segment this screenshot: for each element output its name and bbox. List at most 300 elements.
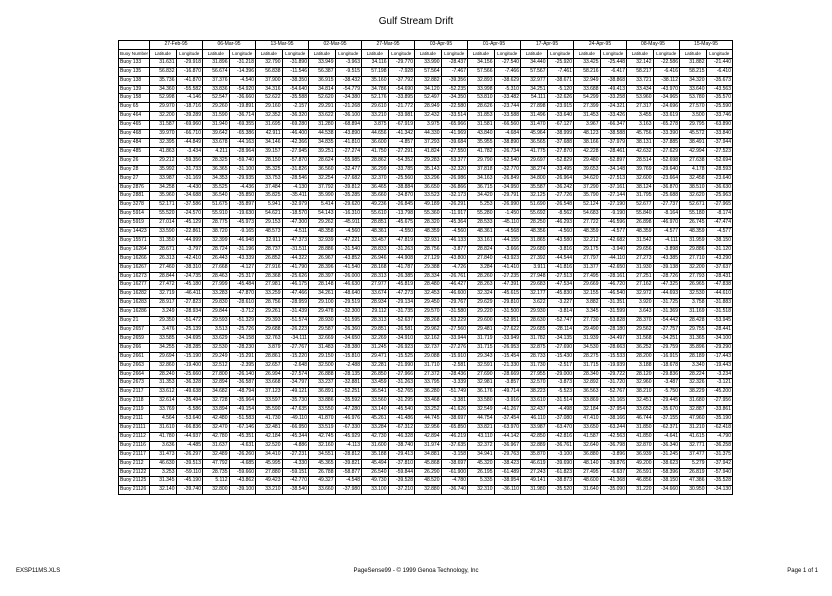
latitude-cell: 35.325 xyxy=(256,165,283,174)
longitude-cell: -66.950 xyxy=(282,423,309,432)
latitude-cell: 36.176 xyxy=(468,388,495,397)
latitude-cell: 34.551 xyxy=(309,450,336,459)
longitude-cell: -47.373 xyxy=(282,236,309,245)
longitude-cell: -42.682 xyxy=(600,236,627,245)
longitude-cell: -8.562 xyxy=(547,210,574,219)
latitude-cell: 33.612 xyxy=(150,388,177,397)
longitude-cell: -35.897 xyxy=(229,201,256,210)
latitude-cell: 31.710 xyxy=(415,361,442,370)
longitude-cell: -43.290 xyxy=(706,254,733,263)
latitude-cell: 33.425 xyxy=(574,58,601,67)
latitude-cell: 36.565 xyxy=(521,138,548,147)
longitude-cell: -31.540 xyxy=(335,245,362,254)
longitude-cell: -3.158 xyxy=(441,450,468,459)
latitude-header: Latitude xyxy=(415,49,442,58)
latitude-cell: 28.370 xyxy=(627,317,654,326)
longitude-cell: -9.515 xyxy=(335,67,362,76)
latitude-cell: 34.360 xyxy=(150,85,177,94)
longitude-cell: -55.582 xyxy=(176,85,203,94)
longitude-cell: -34.497 xyxy=(600,334,627,343)
longitude-cell: -39.356 xyxy=(441,76,468,85)
longitude-cell: -39.289 xyxy=(176,112,203,121)
latitude-cell: 47.792 xyxy=(203,459,230,468)
latitude-cell: 48.359 xyxy=(627,228,654,237)
table-row xyxy=(119,361,733,370)
longitude-cell: -3.234 xyxy=(706,370,733,379)
longitude-cell: -3.487 xyxy=(653,379,680,388)
latitude-cell: 32.870 xyxy=(627,441,654,450)
latitude-cell: 58.215 xyxy=(680,67,707,76)
longitude-cell: -21.330 xyxy=(494,361,521,370)
latitude-cell: 28.930 xyxy=(309,317,336,326)
longitude-cell: -44.110 xyxy=(600,254,627,263)
longitude-cell: -38.697 xyxy=(441,415,468,424)
latitude-cell: 32.500 xyxy=(309,361,336,370)
latitude-cell: 28.168 xyxy=(362,263,389,272)
longitude-cell: -29.836 xyxy=(653,370,680,379)
latitude-cell: 33.597 xyxy=(256,397,283,406)
latitude-cell: 32.981 xyxy=(468,379,495,388)
latitude-cell: 55.180 xyxy=(680,210,707,219)
longitude-cell: -36.870 xyxy=(653,183,680,192)
latitude-cell: 48.358 xyxy=(309,228,336,237)
longitude-cell: -38.868 xyxy=(600,76,627,85)
latitude-cell: 28.949 xyxy=(415,103,442,112)
latitude-cell: 52.124 xyxy=(574,201,601,210)
latitude-cell: 32.889 xyxy=(521,441,548,450)
longitude-cell: -27.560 xyxy=(441,326,468,335)
longitude-cell: -23.640 xyxy=(706,174,733,183)
longitude-cell: -28.461 xyxy=(600,147,627,156)
longitude-cell: -17.443 xyxy=(706,352,733,361)
latitude-cell: 27.273 xyxy=(627,254,654,263)
longitude-cell: -7.461 xyxy=(547,67,574,76)
longitude-cell: -27.966 xyxy=(388,370,415,379)
latitude-cell: 3.500 xyxy=(680,112,707,121)
longitude-cell: -7.467 xyxy=(441,67,468,76)
latitude-cell: 29.795 xyxy=(680,121,707,130)
longitude-cell: -46.976 xyxy=(335,415,362,424)
longitude-cell: -18.678 xyxy=(653,361,680,370)
longitude-cell: -34.695 xyxy=(176,334,203,343)
buoy-label: Buoy 21122 xyxy=(119,468,150,477)
longitude-cell: -25.560 xyxy=(388,174,415,183)
latitude-cell: 32.395 xyxy=(150,138,177,147)
longitude-cell: -45.484 xyxy=(229,281,256,290)
longitude-cell: -37.885 xyxy=(653,138,680,147)
longitude-cell: -15.533 xyxy=(600,352,627,361)
longitude-cell: -1.450 xyxy=(494,210,521,219)
longitude-cell: -59.151 xyxy=(282,468,309,477)
longitude-cell: -45.929 xyxy=(335,432,362,441)
longitude-cell: -28.285 xyxy=(176,343,203,352)
longitude-cell: -29.791 xyxy=(494,192,521,201)
longitude-cell: -45.110 xyxy=(494,219,521,228)
table-row xyxy=(119,272,733,281)
longitude-cell: -32.173 xyxy=(441,192,468,201)
latitude-cell: 32.763 xyxy=(256,334,283,343)
longitude-cell: -27.737 xyxy=(653,201,680,210)
latitude-cell: 29.830 xyxy=(203,299,230,308)
longitude-cell: -31.580 xyxy=(441,308,468,317)
longitude-cell: -4.560 xyxy=(335,228,362,237)
latitude-cell: 31.782 xyxy=(521,334,548,343)
longitude-cell: -33.426 xyxy=(600,112,627,121)
longitude-header: Longitude xyxy=(547,49,574,58)
longitude-cell: -45.675 xyxy=(388,219,415,228)
longitude-cell: -66.836 xyxy=(176,423,203,432)
longitude-cell: -26.734 xyxy=(494,147,521,156)
latitude-cell: 35.955 xyxy=(468,138,495,147)
longitude-cell: -47.870 xyxy=(229,290,256,299)
latitude-cell: 29.886 xyxy=(680,245,707,254)
latitude-cell: 53.810 xyxy=(468,94,495,103)
latitude-cell: 32.640 xyxy=(574,441,601,450)
latitude-cell: 31.637 xyxy=(203,441,230,450)
latitude-cell: 45.320 xyxy=(468,459,495,468)
latitude-header: Latitude xyxy=(203,49,230,58)
date-header: 01-Apr-95 xyxy=(468,41,521,50)
latitude-cell: 29.697 xyxy=(521,156,548,165)
longitude-cell: -39.528 xyxy=(388,477,415,486)
latitude-cell: 32.326 xyxy=(680,379,707,388)
latitude-cell: 4.178 xyxy=(680,165,707,174)
latitude-cell: 28.851 xyxy=(362,219,389,228)
table-row xyxy=(119,245,733,254)
latitude-cell: 32.728 xyxy=(203,397,230,406)
latitude-cell: 46.619 xyxy=(521,459,548,468)
latitude-cell: 28.268 xyxy=(415,317,442,326)
longitude-cell: -26.548 xyxy=(547,201,574,210)
longitude-cell: -22.586 xyxy=(653,58,680,67)
longitude-cell: -39.100 xyxy=(229,486,256,495)
latitude-cell: 36.891 xyxy=(309,388,336,397)
buoy-label: Buoy 27 xyxy=(119,174,150,183)
longitude-cell: -38.671 xyxy=(547,76,574,85)
latitude-cell: 32.512 xyxy=(203,361,230,370)
latitude-cell: 33.252 xyxy=(415,406,442,415)
longitude-cell: -66.710 xyxy=(176,130,203,139)
table-row xyxy=(119,459,733,468)
longitude-header: Longitude xyxy=(335,49,362,58)
longitude-cell: -19.939 xyxy=(600,361,627,370)
latitude-cell: 28.150 xyxy=(256,156,283,165)
longitude-cell: -33.981 xyxy=(388,112,415,121)
longitude-cell: -49.413 xyxy=(600,85,627,94)
latitude-cell: 32.212 xyxy=(574,236,601,245)
longitude-cell: -24.570 xyxy=(176,210,203,219)
latitude-cell: 45.964 xyxy=(521,130,548,139)
latitude-cell: 5.941 xyxy=(256,201,283,210)
longitude-cell: -38.629 xyxy=(494,76,521,85)
table-row xyxy=(119,299,733,308)
latitude-cell: 27.793 xyxy=(680,272,707,281)
longitude-cell: -31.165 xyxy=(600,397,627,406)
latitude-cell: 49.423 xyxy=(256,477,283,486)
latitude-cell: 3.340 xyxy=(680,361,707,370)
longitude-cell: -52.698 xyxy=(653,156,680,165)
longitude-cell: -34.135 xyxy=(547,334,574,343)
longitude-cell: -45.819 xyxy=(388,281,415,290)
longitude-cell: -59.660 xyxy=(229,468,256,477)
latitude-cell: 32.931 xyxy=(415,236,442,245)
latitude-cell: 31.680 xyxy=(680,397,707,406)
latitude-cell: 33.998 xyxy=(468,85,495,94)
latitude-cell: 33.560 xyxy=(362,397,389,406)
longitude-cell: -27.513 xyxy=(600,174,627,183)
buoy-label: Buoy 21112 xyxy=(119,432,150,441)
latitude-cell: 37.792 xyxy=(309,183,336,192)
latitude-cell: 27.162 xyxy=(627,281,654,290)
table-row xyxy=(119,308,733,317)
latitude-cell: 27.392 xyxy=(521,254,548,263)
longitude-cell: -33.482 xyxy=(494,94,521,103)
latitude-cell: 29.570 xyxy=(415,308,442,317)
latitude-cell: 42.745 xyxy=(309,432,336,441)
buoy-label: Buoy 16277 xyxy=(119,281,150,290)
buoy-label: Buoy 21117 xyxy=(119,450,150,459)
longitude-cell: -38.697 xyxy=(441,459,468,468)
longitude-cell: -35.730 xyxy=(282,397,309,406)
longitude-cell: -53.945 xyxy=(706,317,733,326)
longitude-cell: -61.489 xyxy=(494,468,521,477)
latitude-cell: 33.721 xyxy=(627,76,654,85)
longitude-cell: -31.218 xyxy=(229,58,256,67)
longitude-cell: -3.381 xyxy=(441,397,468,406)
longitude-cell: -35.570 xyxy=(706,94,733,103)
buoy-label: Buoy 2661 xyxy=(119,352,150,361)
longitude-cell: -28.161 xyxy=(600,272,627,281)
latitude-cell: 5.253 xyxy=(468,201,495,210)
longitude-cell: -27.682 xyxy=(335,174,362,183)
table-row xyxy=(119,138,733,147)
latitude-cell: 32.737 xyxy=(415,343,442,352)
table-row xyxy=(119,317,733,326)
longitude-cell: -27.274 xyxy=(335,147,362,156)
buoy-label: Buoy 21 xyxy=(119,317,150,326)
longitude-cell: -31.263 xyxy=(388,379,415,388)
latitude-cell: 35.990 xyxy=(309,192,336,201)
longitude-cell: -52.637 xyxy=(388,317,415,326)
latitude-cell: 29.088 xyxy=(415,352,442,361)
latitude-cell: 32.269 xyxy=(362,334,389,343)
latitude-cell: 52.671 xyxy=(680,201,707,210)
longitude-cell: -37.954 xyxy=(600,406,627,415)
date-header: 13-Mar-95 xyxy=(256,41,309,50)
latitude-cell: 27.948 xyxy=(521,272,548,281)
latitude-cell: 33.987 xyxy=(150,174,177,183)
longitude-cell: -44.142 xyxy=(494,432,521,441)
latitude-cell: 29.610 xyxy=(362,103,389,112)
latitude-cell: 3.911 xyxy=(521,263,548,272)
buoy-label: Buoy 2117 xyxy=(119,388,150,397)
longitude-cell: -63.244 xyxy=(600,423,627,432)
longitude-cell: -37.979 xyxy=(600,138,627,147)
latitude-cell: 41.587 xyxy=(574,432,601,441)
longitude-cell: -34.910 xyxy=(388,334,415,343)
latitude-cell: 27.460 xyxy=(150,263,177,272)
longitude-cell: -27.513 xyxy=(547,272,574,281)
latitude-cell: 32.432 xyxy=(415,112,442,121)
latitude-cell: 38.491 xyxy=(680,138,707,147)
table-row xyxy=(119,112,733,121)
longitude-cell: -9.165 xyxy=(229,228,256,237)
longitude-cell: -63.890 xyxy=(706,121,733,130)
latitude-cell: 28.189 xyxy=(680,352,707,361)
latitude-cell: 33.519 xyxy=(309,423,336,432)
latitude-cell: 28.340 xyxy=(574,370,601,379)
longitude-cell: -26.385 xyxy=(388,272,415,281)
latitude-cell: 29.260 xyxy=(203,103,230,112)
buoy-label: Buoy 465 xyxy=(119,121,150,130)
longitude-cell: -35.588 xyxy=(282,94,309,103)
longitude-cell: -36.328 xyxy=(176,379,203,388)
longitude-cell: -47.221 xyxy=(335,236,362,245)
longitude-cell: -46.720 xyxy=(600,281,627,290)
longitude-cell: -15.525 xyxy=(388,352,415,361)
longitude-cell: -27.574 xyxy=(282,370,309,379)
longitude-cell: -51.749 xyxy=(441,388,468,397)
longitude-cell: -65.386 xyxy=(229,130,256,139)
table-row xyxy=(119,281,733,290)
latitude-cell: 32.860 xyxy=(150,361,177,370)
latitude-cell: 3.163 xyxy=(627,121,654,130)
latitude-cell: 48.359 xyxy=(415,228,442,237)
longitude-cell: -31.169 xyxy=(176,174,203,183)
latitude-cell: 32.882 xyxy=(415,76,442,85)
buoy-label: Buoy 16267 xyxy=(119,263,150,272)
longitude-cell: -42.410 xyxy=(176,254,203,263)
longitude-cell: -46.596 xyxy=(600,219,627,228)
table-row xyxy=(119,334,733,343)
longitude-cell: -28.812 xyxy=(335,450,362,459)
longitude-cell: -28.441 xyxy=(706,326,733,335)
latitude-cell: 53.780 xyxy=(680,94,707,103)
longitude-cell: -47.273 xyxy=(388,290,415,299)
latitude-cell: 45.365 xyxy=(309,459,336,468)
longitude-cell: -45.364 xyxy=(441,219,468,228)
longitude-cell: -54.920 xyxy=(229,85,256,94)
latitude-cell: 31.980 xyxy=(521,486,548,495)
latitude-cell: 32.125 xyxy=(521,192,548,201)
latitude-cell: 27.722 xyxy=(574,219,601,228)
longitude-cell: -29.918 xyxy=(176,58,203,67)
latitude-cell: 3.622 xyxy=(521,299,548,308)
longitude-cell: -48.640 xyxy=(335,290,362,299)
latitude-cell: 41.750 xyxy=(362,147,389,156)
latitude-cell: 36.299 xyxy=(362,165,389,174)
longitude-cell: -46.540 xyxy=(600,290,627,299)
latitude-cell: 29.600 xyxy=(468,317,495,326)
longitude-cell: -41.486 xyxy=(388,415,415,424)
table-row xyxy=(119,415,733,424)
longitude-cell: -35.411 xyxy=(282,192,309,201)
longitude-cell: -34.158 xyxy=(229,334,256,343)
longitude-cell: -3.877 xyxy=(441,245,468,254)
latitude-cell: 3.643 xyxy=(627,308,654,317)
latitude-cell: 31.719 xyxy=(468,334,495,343)
latitude-cell: 33.580 xyxy=(468,397,495,406)
longitude-cell: -38.112 xyxy=(653,76,680,85)
latitude-cell: 52.171 xyxy=(150,201,177,210)
latitude-cell: 29.112 xyxy=(362,308,389,317)
latitude-cell: 28.844 xyxy=(150,272,177,281)
longitude-cell: -52.694 xyxy=(706,156,733,165)
buoy-label: Buoy 16282 xyxy=(119,290,150,299)
longitude-cell: -43.862 xyxy=(229,477,256,486)
buoy-label: Buoy 21111 xyxy=(119,423,150,432)
latitude-cell: 52.998 xyxy=(150,94,177,103)
longitude-cell: -3.121 xyxy=(706,379,733,388)
latitude-cell: 36.880 xyxy=(574,450,601,459)
latitude-cell: 27.800 xyxy=(203,370,230,379)
latitude-cell: 32.657 xyxy=(256,361,283,370)
longitude-header: Longitude xyxy=(653,49,680,58)
longitude-cell: -27.956 xyxy=(706,397,733,406)
latitude-cell: 34.255 xyxy=(150,343,177,352)
longitude-cell: -38.540 xyxy=(282,486,309,495)
longitude-cell: -44.544 xyxy=(547,254,574,263)
longitude-cell: -43.563 xyxy=(706,85,733,94)
longitude-cell: -41.410 xyxy=(494,263,521,272)
longitude-cell: -3.712 xyxy=(229,308,256,317)
longitude-cell: -34.650 xyxy=(335,334,362,343)
table-row xyxy=(119,183,733,192)
latitude-cell: 29.450 xyxy=(415,299,442,308)
longitude-cell: -25.448 xyxy=(600,58,627,67)
latitude-cell: 31.483 xyxy=(309,343,336,352)
longitude-cell: -44.163 xyxy=(229,138,256,147)
longitude-cell: -25.317 xyxy=(229,272,256,281)
longitude-cell: -38.884 xyxy=(388,183,415,192)
latitude-cell: 35.870 xyxy=(521,450,548,459)
longitude-cell: -59.740 xyxy=(229,156,256,165)
longitude-cell: -39.876 xyxy=(600,459,627,468)
latitude-cell: 27.977 xyxy=(362,281,389,290)
table-row xyxy=(119,236,733,245)
latitude-cell: 38.510 xyxy=(680,183,707,192)
latitude-cell: 27.690 xyxy=(468,370,495,379)
latitude-cell: 32.875 xyxy=(521,343,548,352)
latitude-cell: 42.480 xyxy=(203,415,230,424)
latitude-cell: 27.710 xyxy=(680,254,707,263)
longitude-cell: -44.937 xyxy=(176,432,203,441)
longitude-cell: -46.175 xyxy=(282,281,309,290)
longitude-cell: -52.897 xyxy=(600,156,627,165)
latitude-cell: 29.629 xyxy=(468,299,495,308)
longitude-cell: -27.945 xyxy=(282,147,309,156)
longitude-cell: -37.792 xyxy=(388,76,415,85)
latitude-cell: 35.590 xyxy=(256,406,283,415)
buoy-label: Buoy 139 xyxy=(119,85,150,94)
longitude-cell: -69.280 xyxy=(282,121,309,130)
longitude-cell: -26.140 xyxy=(229,370,256,379)
longitude-cell: -28.230 xyxy=(229,343,256,352)
latitude-cell: 56.838 xyxy=(256,67,283,76)
latitude-cell: 49.141 xyxy=(521,477,548,486)
latitude-cell: 38.229 xyxy=(680,388,707,397)
latitude-cell: 29.100 xyxy=(309,299,336,308)
latitude-cell: 52.547 xyxy=(203,94,230,103)
latitude-cell: 48.123 xyxy=(574,130,601,139)
longitude-cell: -35.670 xyxy=(653,406,680,415)
latitude-cell: 33.284 xyxy=(362,423,389,432)
latitude-cell: 3.882 xyxy=(574,299,601,308)
buoy-label: Buoy 21126 xyxy=(119,486,150,495)
longitude-cell: -34.870 xyxy=(388,192,415,201)
latitude-cell: 29.388 xyxy=(415,263,442,272)
longitude-cell: -41.810 xyxy=(335,138,362,147)
